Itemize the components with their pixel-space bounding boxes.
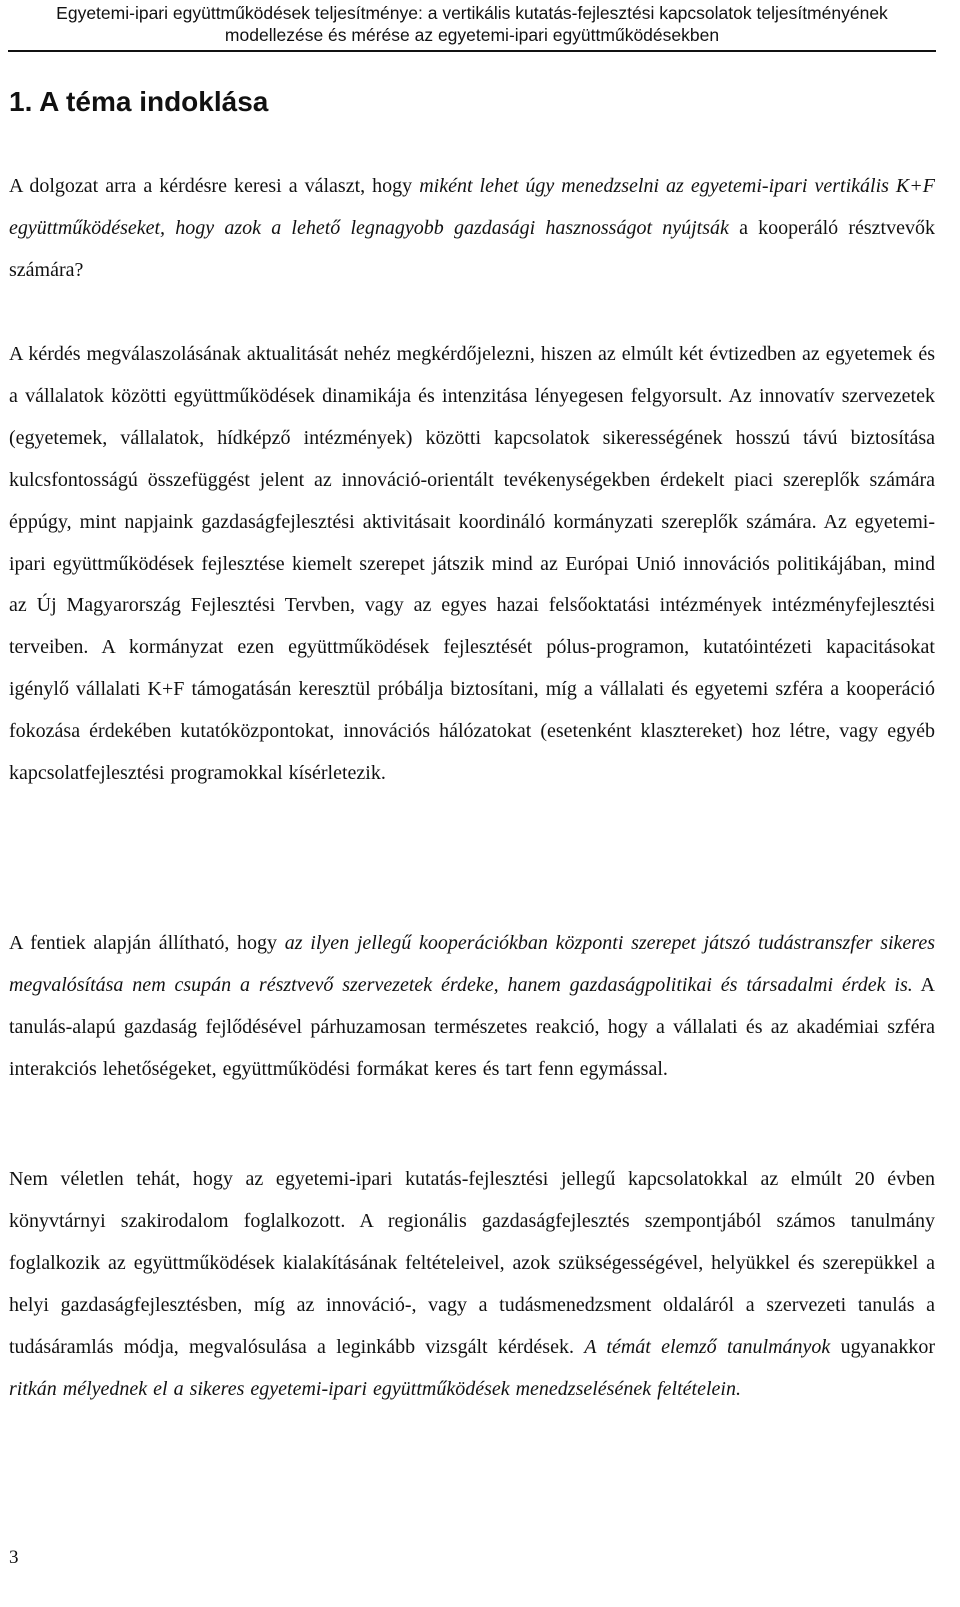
running-header: Egyetemi-ipari együttműködések teljesítménye: a vertikális kutatás-fejlesztési kapcsolatok teljesítményének modellezése és mérése az egyetemi-ipari együttműködésekben — [8, 2, 936, 52]
text-run: ugyanakkor — [830, 1335, 935, 1358]
page-number: 3 — [9, 1547, 19, 1568]
text-run: A kérdés megválaszolásának aktualitását nehéz megkérdőjelezni, hiszen az elmúlt két évtizedben az egyetemek és a vállalatok közötti együttműködések dinamikája és intenzitása lényegesen felgyorsult. Az innovatív szervezetek (egyetemek, vállalatok, hídképző intézmények) közötti kapcsolatok sikerességének hosszú távú biztosítása kulcsfontosságú összefüggést jelent az innováció-orientált tevékenységekben érdekelt piaci szereplők számára éppúgy, mint napjaink gazdaságfejlesztési aktivitásait koordináló kormányzati szereplők számára. Az egyetemi-ipari együttműködések fejlesztése kiemelt szerepet játszik mind az Európai Unió innovációs politikájában, mind az Új Magyarország Fejlesztési Tervben, vagy az egyes hazai felsőoktatási intézmények intézményfejlesztési terveiben. A kormányzat ezen együttműködések fejlesztését pólus-programon, kutatóintézeti kapacitásokat igénylő vállalati K+F támogatásán keresztül próbálja biztosítani, míg a vállalati és egyetemi szféra a kooperáció fokozása érdekében kutatóközpontokat, innovációs hálózatokat (esetenként klasztereket) hoz létre, vagy egyéb kapcsolatfejlesztési programokkal kísérletezik. — [9, 343, 935, 785]
paragraph-1 — [9, 166, 935, 292]
section-heading: 1. A téma indoklása — [9, 86, 269, 117]
italic-text-run: A témát elemző tanulmányok — [584, 1335, 831, 1358]
paragraph-4 — [9, 1159, 935, 1410]
text-run: A tanulás-alapú gazdaság fejlődésével párhuzamosan természetes reakció, hogy a vállalati és az akadémiai szféra interakciós lehetőségeket, együttműködési formákat keres és tart fenn egymással. — [9, 973, 935, 1080]
text-run: Nem véletlen tehát, hogy az egyetemi-ipari kutatás-fejlesztési jellegű kapcsolatokkal az elmúlt 20 évben könyvtárnyi szakirodalom foglalkozott. A regionális gazdaságfejlesztés szempontjából számos tanulmány foglalkozik az együttműködések kialakításának feltételeivel, azok szükségességével, helyükkel és szerepükkel a helyi gazdaságfejlesztésben, míg az innováció-, vagy a tudásmenedzsment oldaláról a szervezeti tanulás a tudásáramlás módja, megvalósulása a leginkább vizsgált kérdések. — [9, 1168, 935, 1358]
paragraph-3 — [9, 923, 935, 1091]
text-run: A dolgozat arra a kérdésre keresi a választ, hogy — [9, 175, 420, 197]
italic-text-run: ritkán mélyednek el a sikeres egyetemi-ipari együttműködések menedzselésének feltételein. — [9, 1377, 741, 1400]
text-run: A fentiek alapján állítható, hogy — [9, 932, 285, 954]
italic-text-run: az ilyen jellegű kooperációkban központi szerepet játszó tudástranszfer sikeres megvalósítása nem csupán a résztvevő szervezetek érdeke, hanem gazdaságpolitikai és társadalmi érdek is. — [9, 932, 935, 996]
paragraph-2 — [9, 334, 935, 795]
text-run: a kooperáló résztvevők számára? — [9, 216, 935, 281]
italic-text-run: miként lehet úgy menedzselni az egyetemi-ipari vertikális K+F együttműködéseket, hogy azok a lehető legnagyobb gazdasági hasznosságot nyújtsák — [9, 175, 935, 239]
